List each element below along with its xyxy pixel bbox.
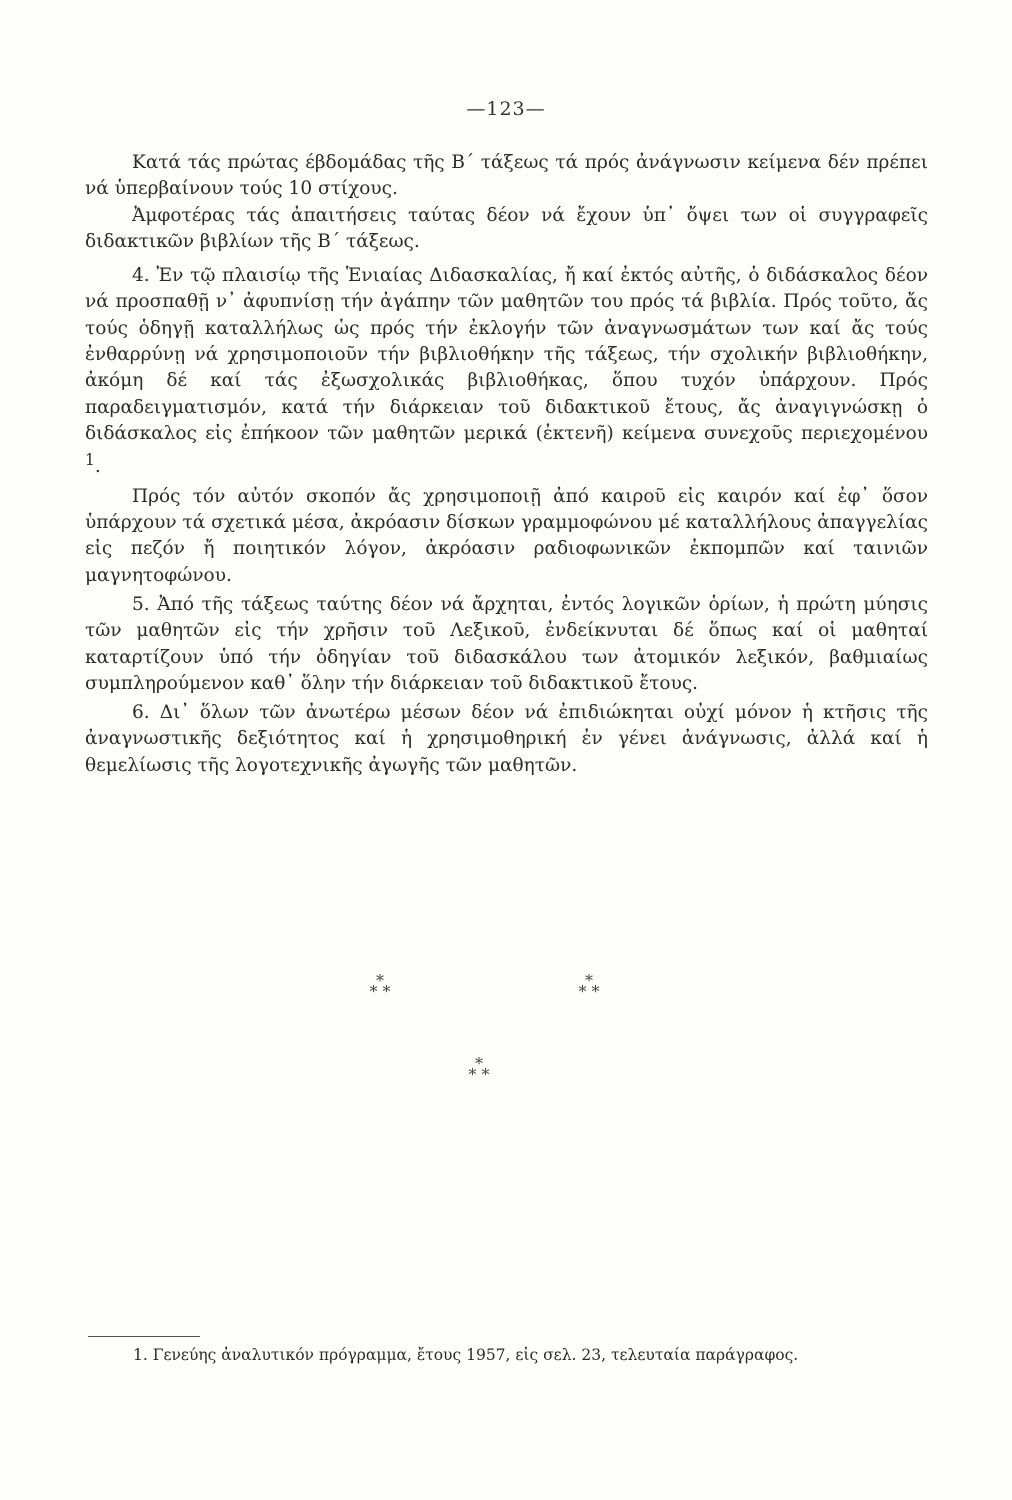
asterism-star-pair: * *: [369, 982, 391, 1001]
asterism-star-pair: * *: [468, 1065, 490, 1084]
footnote-divider: [88, 1336, 200, 1337]
paragraph-section-4-text: 4. Ἐν τῷ πλαισίῳ τῆς Ἑνιαίας Διδασκαλίας, ἤ καί ἐκτός αὐτῆς, ὁ διδάσκαλος δέον νά προσπαθῇ ν᾽ ἀφυπνίσῃ τήν ἀγάπην τῶν μαθητῶν του πρός τά βιβλία. Πρός τοῦτο, ἄς τούς ὁδηγῇ καταλλήλως ὡς πρός τήν ἐκλογήν τῶν ἀναγνωσμάτων των καί ἄς τούς ἐνθαρρύνῃ νά χρησιμοποιοῦν τήν βιβλιοθήκην τῆς τάξεως, τήν σχολικήν βιβλιοθήκην, ἀκόμη δέ καί τάς ἐξωσχολικάς βιβλιοθήκας, ὅπου τυχόν ὑπάρχουν. Πρός παραδειγματισμόν, κατά τήν διάρκειαν τοῦ διδακτικοῦ ἔτους, ἄς ἀναγιγνώσκῃ ὁ διδάσκαλος εἰς ἐπήκοον τῶν μαθητῶν μερικά (ἐκτενῆ) κείμενα συνεχοῦς περιεχομένου: [85, 265, 928, 444]
footnote: 1. Γενεύης ἀναλυτικόν πρόγραμμα, ἔτους 1957, εἰς σελ. 23, τελευταία παράγραφος.: [133, 1346, 799, 1364]
paragraph-section-4: 4. Ἐν τῷ πλαισίῳ τῆς Ἑνιαίας Διδασκαλίας, ἤ καί ἐκτός αὐτῆς, ὁ διδάσκαλος δέον νά προσπαθῇ ν᾽ ἀφυπνίσῃ τήν ἀγάπην τῶν μαθητῶν του πρός τά βιβλία. Πρός τοῦτο, ἄς τούς ὁδηγῇ καταλλήλως ὡς πρός τήν ἐκλογήν τῶν ἀναγνωσμάτων των καί ἄς τούς ἐνθαρρύνῃ νά χρησιμοποιοῦν τήν βιβλιοθήκην τῆς τάξεως, τήν σχολικήν βιβλιοθήκην, ἀκόμη δέ καί τάς ἐξωσχολικάς βιβλιοθήκας, ὅπου τυχόν ὑπάρχουν. Πρός παραδειγματισμόν, κατά τήν διάρκειαν τοῦ διδακτικοῦ ἔτους, ἄς ἀναγιγνώσκῃ ὁ διδάσκαλος εἰς ἐπήκοον τῶν μαθητῶν μερικά (ἐκτενῆ) κείμενα συνεχοῦς περιεχομένου $^1$.: [85, 265, 928, 478]
paragraph-section-5: 5. Ἀπό τῆς τάξεως ταύτης δέον νά ἄρχηται, ἐντός λογικῶν ὁρίων, ἡ πρώτη μύησις τῶν μαθητῶν εἰς τήν χρῆσιν τοῦ Λεξικοῦ, ἐνδείκνυται δέ ὅπως καί οἱ μαθηταί καταρτίζουν ὑπό τήν ὁδηγίαν τοῦ διδασκάλου των ἀτομικόν λεξικόν, βαθμιαίως συμπληρούμενον καθ᾽ ὅλην τήν διάρκειαν τοῦ διδακτικοῦ ἔτους.: [85, 593, 928, 694]
asterism-star: *: [475, 1054, 483, 1073]
asterism-left: [360, 971, 400, 1001]
asterism-star: *: [376, 971, 384, 990]
page-number: —123—: [466, 98, 546, 120]
paragraph-1: Κατά τάς πρώτας έβδομάδας τῆς Β΄ τάξεως τά πρός ἀνάγνωσιν κείμενα δέν πρέπει νά ὑπερβαίνουν τούς 10 στίχους.: [85, 152, 928, 200]
asterism-star-pair: * *: [578, 982, 600, 1001]
asterism-star: *: [585, 971, 593, 990]
asterism-right: [569, 971, 609, 1001]
body-text: [85, 150, 928, 779]
asterism-center: [459, 1054, 499, 1084]
paragraph-2: Ἀμφοτέρας τάς ἀπαιτήσεις ταύτας δέον νά ἔχουν ὑπ᾽ ὄψει των οἱ συγγραφεῖς διδακτικῶν βιβλίων τῆς Β΄ τάξεως.: [85, 204, 928, 252]
paragraph-media: Πρός τόν αὐτόν σκοπόν ἄς χρησιμοποιῇ ἀπό καιροῦ εἰς καιρόν καί ἐφ᾽ ὅσον ὑπάρχουν τά σχετικά μέσα, ἀκρόασιν δίσκων γραμμοφώνου μέ καταλλήλους ἀπαγγελίας εἰς πεζόν ἤ ποιητικόν λόγον, ἀκρόασιν ραδιοφωνικῶν ἐκπομπῶν καί ταινιῶν μαγνητοφώνου.: [85, 485, 928, 586]
footnote-marker: 1: [85, 451, 95, 470]
paragraph-section-6: 6. Δι᾽ ὅλων τῶν ἀνωτέρω μέσων δέον νά ἐπιδιώκηται οὐχί μόνον ἡ κτῆσις τῆς ἀναγνωστικῆς δεξιότητος καί ἡ χρησιμοθηρική ἐν γένει ἀνάγνωσις, ἀλλά καί ἡ θεμελίωσις τῆς λογοτεχνικῆς ἀγωγῆς τῶν μαθητῶν.: [85, 702, 928, 776]
